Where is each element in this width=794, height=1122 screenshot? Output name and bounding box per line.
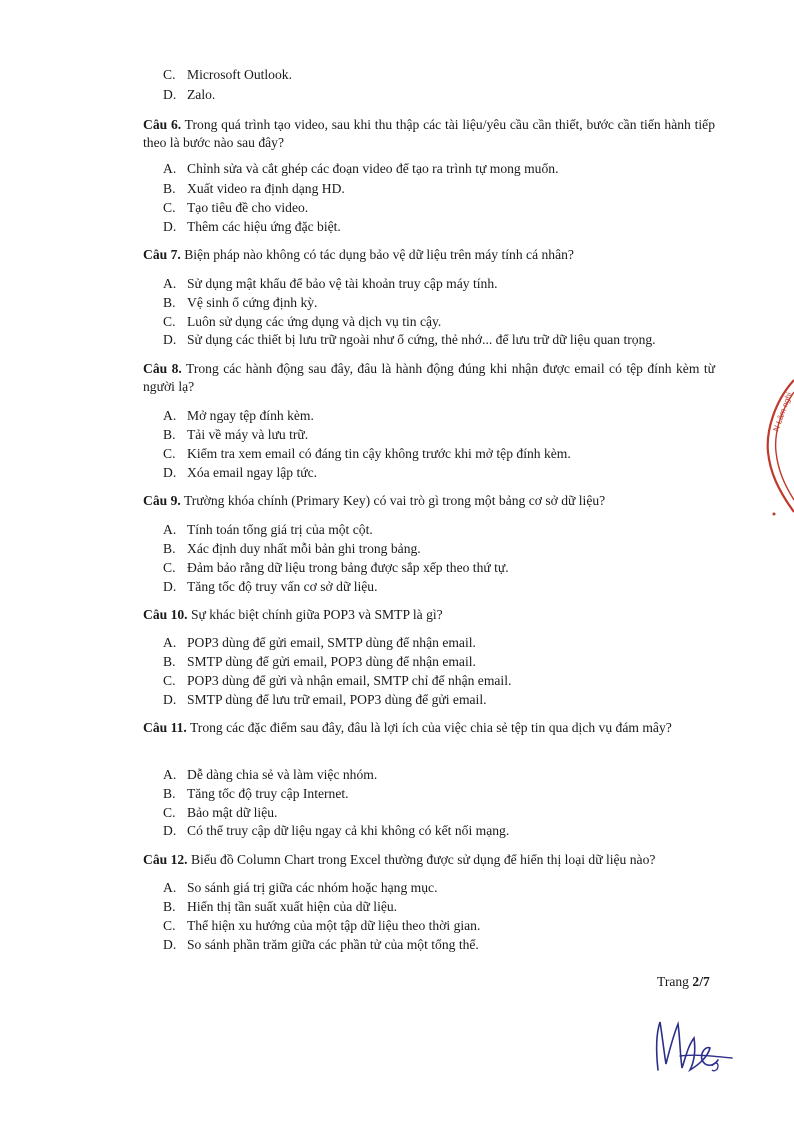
- option-q12-c: C. Thể hiện xu hướng của một tập dữ liệu theo thời gian.: [163, 918, 481, 933]
- option-q7-b: B. Vệ sinh ổ cứng định kỳ.: [163, 295, 318, 310]
- question-9: Câu 9. Trường khóa chính (Primary Key) có vai trò gì trong một bảng cơ sở dữ liệu?: [143, 493, 606, 508]
- option-q5-c: C. Microsoft Outlook.: [163, 67, 292, 82]
- question-7: Câu 7. Biện pháp nào không có tác dụng bảo vệ dữ liệu trên máy tính cá nhân?: [143, 247, 574, 262]
- page-number: Trang 2/7: [657, 974, 710, 989]
- option-q6-a: A. Chỉnh sửa và cắt ghép các đoạn video để tạo ra trình tự mong muốn.: [163, 161, 559, 176]
- option-q9-b: B. Xác định duy nhất mỗi bản ghi trong bảng.: [163, 541, 421, 556]
- seal-stamp: [754, 372, 794, 522]
- option-q10-c: C. POP3 dùng để gửi và nhận email, SMTP chỉ để nhận email.: [163, 673, 512, 688]
- question-8: Câu 8. Trong các hành động sau đây, đâu là hành động đúng khi nhận được email có tệp đính kèm từ người lạ?: [143, 361, 715, 394]
- signature: [650, 1012, 735, 1077]
- option-q11-d: D. Có thể truy cập dữ liệu ngay cả khi không có kết nối mạng.: [163, 823, 510, 838]
- question-12: Câu 12. Biểu đồ Column Chart trong Excel thường được sử dụng để hiển thị loại dữ liệu nào?: [143, 852, 656, 867]
- option-q8-b: B. Tải về máy và lưu trữ.: [163, 427, 309, 442]
- option-q12-b: B. Hiển thị tần suất xuất hiện của dữ liệu.: [163, 899, 398, 914]
- svg-text:N Lâm nghi: N Lâm nghi: [771, 391, 794, 433]
- option-q6-b: B. Xuất video ra định dạng HD.: [163, 181, 345, 196]
- question-10: Câu 10. Sự khác biệt chính giữa POP3 và SMTP là gì?: [143, 607, 443, 622]
- option-q6-d: D. Thêm các hiệu ứng đặc biệt.: [163, 219, 341, 234]
- option-q12-d: D. So sánh phần trăm giữa các phần tử của một tổng thể.: [163, 937, 479, 952]
- option-q10-b: B. SMTP dùng để gửi email, POP3 dùng để nhận email.: [163, 654, 476, 669]
- option-q9-a: A. Tính toán tổng giá trị của một cột.: [163, 522, 373, 537]
- option-q11-a: A. Dễ dàng chia sẻ và làm việc nhóm.: [163, 767, 378, 782]
- option-q11-c: C. Bảo mật dữ liệu.: [163, 805, 278, 820]
- option-q10-a: A. POP3 dùng để gửi email, SMTP dùng để nhận email.: [163, 635, 476, 650]
- option-q6-c: C. Tạo tiêu đề cho video.: [163, 200, 309, 215]
- option-q12-a: A. So sánh giá trị giữa các nhóm hoặc hạng mục.: [163, 880, 438, 895]
- option-q7-c: C. Luôn sử dụng các ứng dụng và dịch vụ tin cậy.: [163, 314, 442, 329]
- question-11: Câu 11. Trong các đặc điểm sau đây, đâu là lợi ích của việc chia sẻ tệp tin qua dịch vụ đám mây?: [143, 720, 672, 735]
- option-q9-c: C. Đảm bảo rằng dữ liệu trong bảng được sắp xếp theo thứ tự.: [163, 560, 509, 575]
- option-q8-a: A. Mở ngay tệp đính kèm.: [163, 408, 314, 423]
- option-q7-a: A. Sử dụng mật khẩu để bảo vệ tài khoản truy cập máy tính.: [163, 276, 498, 291]
- option-q8-d: D. Xóa email ngay lập tức.: [163, 465, 318, 480]
- option-q5-d: D. Zalo.: [163, 87, 216, 102]
- option-q7-d: D. Sử dụng các thiết bị lưu trữ ngoài như ổ cứng, thẻ nhớ... để lưu trữ dữ liệu quan trọng.: [163, 332, 656, 347]
- option-q11-b: B. Tăng tốc độ truy cập Internet.: [163, 786, 349, 801]
- question-6: Câu 6. Trong quá trình tạo video, sau khi thu thập các tài liệu/yêu cầu cần thiết, bước cần tiến hành tiếp theo là bước nào sau đây?: [143, 117, 715, 150]
- option-q10-d: D. SMTP dùng để lưu trữ email, POP3 dùng để gửi email.: [163, 692, 487, 707]
- option-q8-c: C. Kiểm tra xem email có đáng tin cậy không trước khi mở tệp đính kèm.: [163, 446, 571, 461]
- option-q9-d: D. Tăng tốc độ truy vấn cơ sở dữ liệu.: [163, 579, 378, 594]
